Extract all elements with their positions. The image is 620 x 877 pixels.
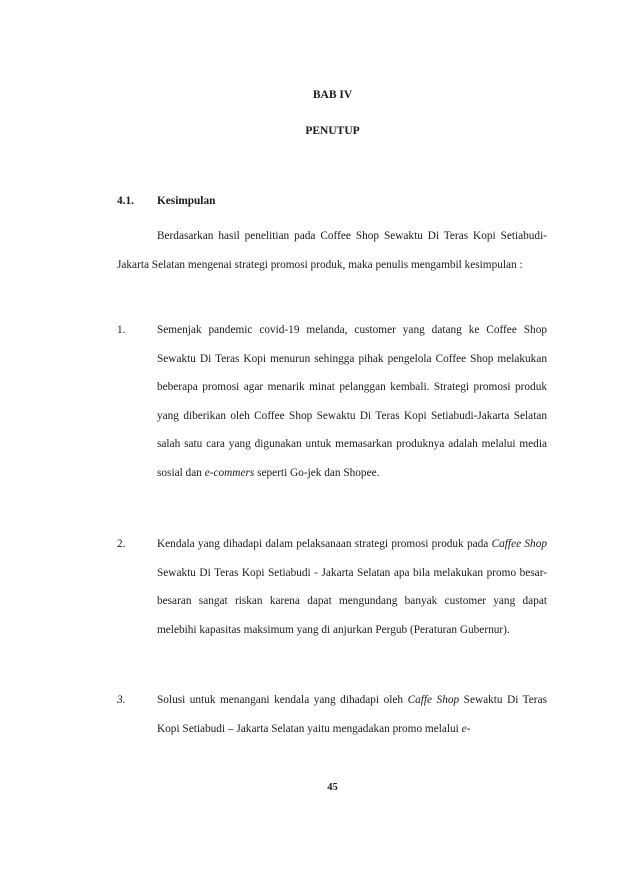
chapter-heading: BAB IV bbox=[312, 89, 353, 101]
list-item-text: Solusi untuk menangani kendala yang dihadapi oleh Caffe Shop Sewaktu Di Teras Kopi Setiabudi – Jakarta Selatan yaitu mengadakan promo melalui e- bbox=[157, 694, 547, 735]
list-item-text: Kendala yang dihadapi dalam pelaksanaan strategi promosi produk pada Caffee Shop Sewaktu Di Teras Kopi Setiabudi - Jakarta Selatan apa bila melakukan promo besar-besaran sangat riskan karena dapat mengundang banyak customer yang dapat melebihi kapasitas maksimum yang di anjurkan Pergub (Peraturan Gubernur). bbox=[157, 538, 547, 636]
section-title: Kesimpulan bbox=[157, 195, 216, 207]
list-item-text: Semenjak pandemic covid-19 melanda, customer yang datang ke Coffee Shop Sewaktu Di Teras Kopi menurun sehingga pihak pengelola Coffee Shop melakukan beberapa promosi agar menarik minat pelanggan kembali. Strategi promosi produk yang diberikan oleh Coffee Shop Sewaktu Di Teras Kopi Setiabudi-Jakarta Selatan salah satu cara yang digunakan untuk memasarkan produknya adalah melalui media sosial dan e-commers seperti Go-jek dan Shopee. bbox=[157, 324, 547, 479]
list-item-number: 2. bbox=[117, 538, 126, 550]
list-item-number: 1. bbox=[117, 324, 126, 336]
page-number: 45 bbox=[327, 782, 338, 793]
list-item-number: 3. bbox=[117, 694, 126, 706]
intro-paragraph: Berdasarkan hasil penelitian pada Coffee Shop Sewaktu Di Teras Kopi Setiabudi-Jakarta Selatan mengenai strategi promosi produk, maka penulis mengambil kesimpulan : bbox=[117, 230, 547, 271]
chapter-title: PENUTUP bbox=[305, 125, 360, 137]
section-number: 4.1. bbox=[117, 195, 134, 207]
